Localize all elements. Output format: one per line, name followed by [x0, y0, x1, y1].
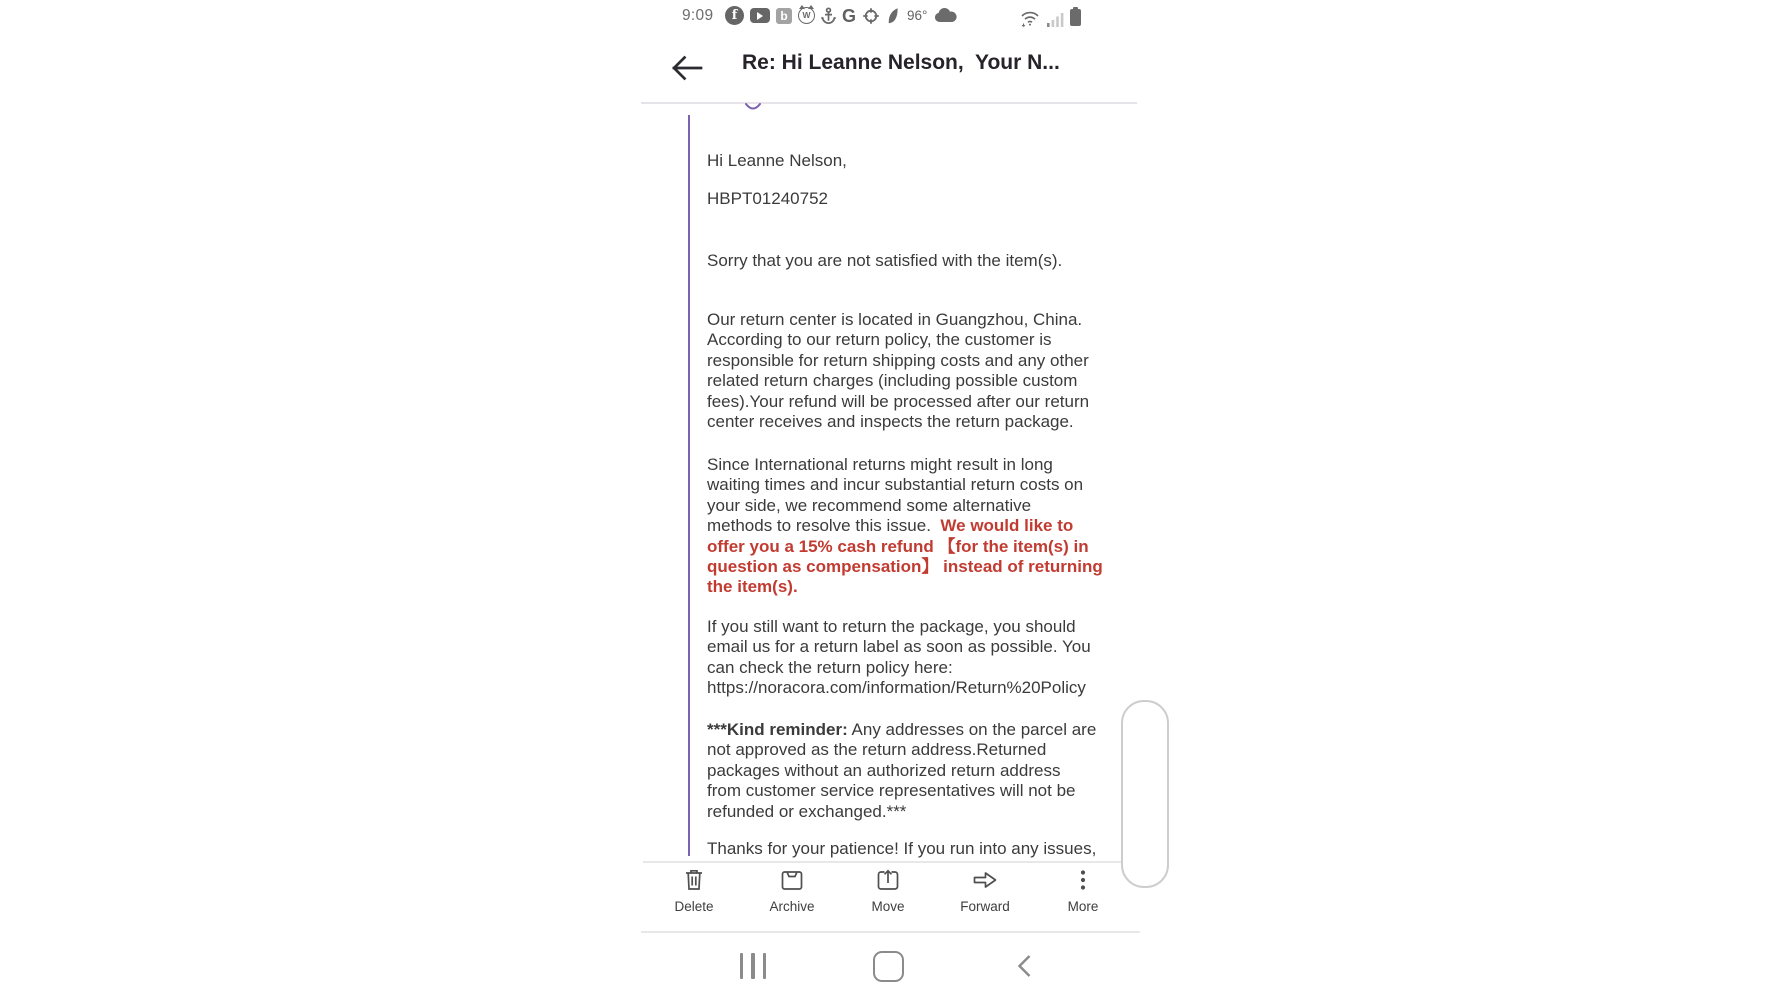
- email-text-line: Since International returns might result in long: [707, 455, 1053, 474]
- home-icon: [873, 951, 904, 982]
- feather-icon: [886, 7, 899, 25]
- email-text-line: fees).Your refund will be processed after our return: [707, 391, 1090, 411]
- forward-arrow-icon: [970, 866, 1000, 894]
- delete-button[interactable]: [657, 866, 731, 914]
- toolbar-label: Delete: [674, 899, 714, 914]
- email-text-line: Hi Leanne Nelson,: [707, 151, 847, 170]
- email-text-line: If you still want to return the package, you should: [707, 617, 1076, 636]
- crosshair-icon: [862, 7, 880, 25]
- youtube-icon: [750, 8, 770, 23]
- email-text-line: responsible for return shipping costs and any other: [707, 350, 1089, 370]
- recents-button[interactable]: [731, 948, 775, 984]
- email-text-line: center receives and inspects the return package.: [707, 412, 1074, 432]
- email-text-line: waiting times and incur substantial return costs on: [707, 475, 1084, 495]
- forward-button[interactable]: [948, 866, 1022, 914]
- temperature-readout: 96°: [907, 8, 928, 23]
- email-text-line: your side, we recommend some alternative: [707, 495, 1032, 515]
- email-text-line: Our return center is located in Guangzhou, China.: [707, 310, 1083, 329]
- wifi-icon: [1018, 8, 1042, 27]
- email-text-line: not approved as the return address.Returned: [707, 740, 1047, 760]
- archive-icon: [778, 866, 806, 894]
- email-text-line: Thanks for your patience! If you run into any issues,: [707, 839, 1097, 858]
- collapsed-avatar-arc: [744, 103, 762, 113]
- toolbar-label: Move: [871, 899, 905, 914]
- status-bar: [641, 3, 1140, 29]
- email-text-line: question as compensation】 instead of returning: [707, 557, 1103, 577]
- home-button[interactable]: [866, 948, 910, 984]
- email-text-line: ***Kind reminder: Any addresses on the parcel are: [707, 720, 1097, 739]
- email-text-line: related return charges (including possible custom: [707, 371, 1078, 391]
- email-text-line: According to our return policy, the customer is: [707, 330, 1052, 350]
- email-text-line: refunded or exchanged.***: [707, 801, 907, 821]
- battery-icon: [1070, 9, 1081, 26]
- trash-icon: [680, 866, 708, 894]
- toolbar-label: Forward: [960, 899, 1010, 914]
- header-divider: [641, 102, 1137, 104]
- email-paragraph: [707, 151, 847, 171]
- email-paragraph: [707, 455, 1103, 598]
- email-text-line: https://noracora.com/information/Return%20Policy: [707, 678, 1086, 698]
- more-button[interactable]: [1046, 866, 1120, 914]
- quote-indent-bar: [688, 115, 690, 856]
- bing-icon: b: [776, 8, 792, 24]
- anchor-icon: [821, 7, 836, 25]
- google-icon: G: [842, 5, 857, 26]
- back-chevron-icon: [1015, 952, 1033, 980]
- back-arrow-button[interactable]: [670, 54, 704, 82]
- toolbar-label: Archive: [769, 899, 815, 914]
- cloud-icon: [933, 8, 958, 23]
- navbar-divider: [641, 931, 1140, 933]
- email-text-line: HBPT01240752: [707, 189, 828, 208]
- move-folder-icon: [874, 866, 902, 894]
- scrollbar-thumb[interactable]: [1121, 700, 1169, 888]
- clock: 9:09: [682, 7, 714, 24]
- notification-icons: [725, 6, 958, 25]
- email-text-line: methods to resolve this issue. We would like to: [707, 516, 1074, 536]
- email-text-line: offer you a 15% cash refund 【for the item(s) in: [707, 536, 1089, 556]
- system-status-icons: [1018, 7, 1081, 27]
- facebook-icon: f: [725, 6, 744, 25]
- email-paragraph: [707, 251, 1062, 271]
- toolbar-divider: [643, 861, 1140, 863]
- recents-icon: [740, 953, 766, 979]
- email-paragraph: [707, 720, 1096, 822]
- email-app-screen: [641, 0, 1140, 1000]
- email-text-line: the item(s).: [707, 577, 798, 597]
- email-paragraph: [707, 839, 1096, 859]
- email-paragraph: [707, 617, 1091, 699]
- email-text-line: email us for a return label as soon as possible. You: [707, 637, 1091, 657]
- signal-icon: [1047, 10, 1065, 27]
- email-text-line: Sorry that you are not satisfied with the item(s).: [707, 251, 1063, 270]
- archive-button[interactable]: [755, 866, 829, 914]
- email-text-line: can check the return policy here:: [707, 657, 953, 677]
- email-paragraph: [707, 189, 828, 209]
- wish-icon: W: [798, 7, 815, 24]
- back-button[interactable]: [1002, 948, 1046, 984]
- email-text-line: packages without an authorized return address: [707, 760, 1061, 780]
- move-button[interactable]: [851, 866, 925, 914]
- toolbar-label: More: [1067, 899, 1099, 914]
- email-text-line: from customer service representatives will not be: [707, 781, 1076, 801]
- email-paragraph: [707, 310, 1089, 432]
- more-vertical-icon: [1069, 866, 1097, 894]
- subject-title: Re: Hi Leanne Nelson, Your N...: [742, 51, 1060, 74]
